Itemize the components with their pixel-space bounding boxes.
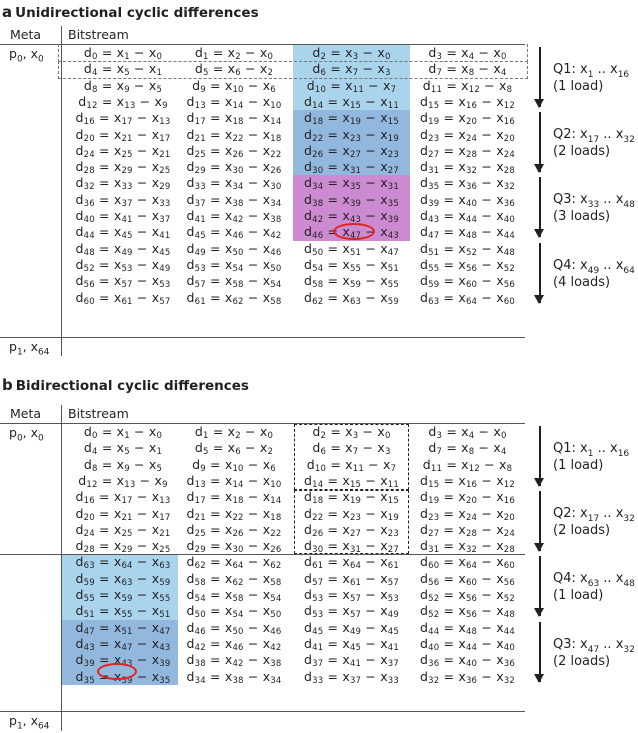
difference-cell: $d_{13} = x_{14} - x_{10}$ [186,472,282,490]
difference-cell: $d_1 = x_2 - x_0$ [194,45,274,62]
difference-cell: $d_{16} = x_{17} - x_{13}$ [75,110,171,128]
difference-cell: $d_{53} = x_{57} - x_{49}$ [303,603,400,621]
difference-cell: $d_{61} = x_{62} - x_{58}$ [186,289,282,307]
table-row [0,143,525,159]
difference-cell: $d_{30} = x_{31} - x_{27}$ [303,538,400,556]
difference-cell: $d_{24} = x_{25} - x_{21}$ [75,521,171,539]
difference-cell: $d_{52} = x_{53} - x_{49}$ [75,256,171,274]
meta-end: $p_1$, $x_{64}$ [9,713,50,732]
difference-cell: $d_{38} = x_{39} - x_{35}$ [303,191,400,209]
difference-cell: $d_{30} = x_{31} - x_{27}$ [303,159,400,177]
difference-cell: $d_{38} = x_{42} - x_{38}$ [186,652,282,670]
difference-cell: $d_{12} = x_{13} - x_9$ [78,472,168,490]
difference-cell: $d_{59} = x_{63} - x_{59}$ [75,570,171,588]
difference-cell: $d_{53} = x_{57} - x_{53}$ [303,587,400,604]
difference-cell: $d_5 = x_6 - x_2$ [194,61,274,79]
difference-cell: $d_{21} = x_{22} - x_{18}$ [186,505,282,523]
table-row [0,273,525,289]
difference-cell: $d_{60} = x_{64} - x_{60}$ [419,554,516,572]
difference-cell: $d_{44} = x_{48} - x_{44}$ [419,619,516,637]
difference-cell: $d_{33} = x_{37} - x_{33}$ [303,668,400,686]
difference-cell: $d_{18} = x_{19} - x_{15}$ [303,110,400,128]
panel-letter: b [2,376,13,394]
difference-cell: $d_{25} = x_{26} - x_{22}$ [186,521,282,539]
difference-cell: $d_{46} = x_{47} - x_{43}$ [303,224,400,242]
difference-cell: $d_{51} = x_{52} - x_{48}$ [419,240,516,258]
q2-col3-dashed-box [294,490,409,554]
difference-cell: $d_{62} = x_{63} - x_{59}$ [303,289,400,307]
difference-cell: $d_{55} = x_{56} - x_{52}$ [419,256,516,274]
down-arrow-icon [539,491,541,551]
difference-cell: $d_{63} = x_{64} - x_{60}$ [419,289,516,307]
difference-cell: $d_8 = x_9 - x_5$ [83,77,163,95]
difference-cell: $d_{59} = x_{60} - x_{56}$ [419,273,516,291]
difference-cell: $d_{36} = x_{40} - x_{36}$ [419,652,516,670]
difference-cell: $d_7 = x_8 - x_4$ [428,61,507,79]
table-row [0,473,525,489]
difference-cell: $d_{45} = x_{46} - x_{42}$ [186,224,282,242]
difference-cell: $d_{63} = x_{64} - x_{63}$ [75,554,171,572]
bitstream-header: Bitstream [68,406,129,421]
table-row [0,457,525,473]
difference-cell: $d_{22} = x_{23} - x_{19}$ [303,505,400,523]
quarter-label: Q2: $x_{17}$ .. $x_{32}$ (2 loads) [553,506,635,539]
difference-cell: $d_{20} = x_{21} - x_{17}$ [75,505,171,523]
difference-cell: $d_{25} = x_{26} - x_{22}$ [186,142,282,160]
difference-cell: $d_{44} = x_{45} - x_{41}$ [75,224,171,242]
difference-cell: $d_{54} = x_{58} - x_{54}$ [186,587,282,604]
row0-dashed-box [58,44,528,62]
panel-letter: a [2,3,13,21]
quarter-label: Q3: $x_{47}$ .. $x_{32}$ (2 loads) [553,636,635,669]
table-row [0,94,525,110]
difference-cell: $d_{35} = x_{36} - x_{32}$ [419,175,516,193]
difference-cell: $d_3 = x_4 - x_0$ [428,45,507,62]
difference-cell: $d_3 = x_4 - x_0$ [428,424,507,441]
x43-circle-highlight [97,663,137,680]
difference-cell: $d_{43} = x_{44} - x_{40}$ [419,208,516,225]
difference-cell: $d_{43} = x_{47} - x_{43}$ [75,635,171,653]
panel-title-text: Unidirectional cyclic differences [15,5,259,21]
difference-cell: $d_{23} = x_{24} - x_{20}$ [419,505,516,523]
difference-cell: $d_4 = x_5 - x_1$ [83,61,163,79]
difference-cell: $d_{14} = x_{15} - x_{11}$ [303,93,400,111]
difference-cell: $d_{23} = x_{24} - x_{20}$ [419,126,516,144]
difference-cell: $d_{31} = x_{32} - x_{28}$ [419,538,516,556]
table-row [0,587,525,603]
difference-cell: $d_{21} = x_{22} - x_{18}$ [186,126,282,144]
difference-cell: $d_{27} = x_{28} - x_{24}$ [419,521,516,539]
difference-cell: $d_7 = x_8 - x_4$ [428,440,507,458]
down-arrow-icon [539,556,541,616]
difference-cell: $d_{40} = x_{44} - x_{40}$ [419,635,516,653]
difference-cell: $d_{27} = x_{28} - x_{24}$ [419,142,516,160]
difference-cell: $d_{32} = x_{36} - x_{32}$ [419,668,516,686]
table-row [0,127,525,143]
x43-circle-highlight [333,223,375,240]
difference-cell: $d_{54} = x_{55} - x_{51}$ [303,256,400,274]
difference-cell: $d_{36} = x_{37} - x_{33}$ [75,191,171,209]
meta-start: $p_0$, $x_0$ [9,46,44,65]
difference-cell: $d_{28} = x_{29} - x_{25}$ [75,538,171,556]
difference-cell: $d_{26} = x_{27} - x_{23}$ [303,142,400,160]
bottom-divider [0,711,525,712]
difference-cell: $d_{15} = x_{16} - x_{12}$ [419,472,516,490]
difference-cell: $d_{53} = x_{54} - x_{50}$ [186,256,282,274]
table-row [0,110,525,126]
difference-cell: $d_8 = x_9 - x_5$ [83,456,163,474]
down-arrow-icon [539,426,541,486]
difference-cell: $d_{50} = x_{51} - x_{47}$ [303,240,400,258]
difference-cell: $d_{11} = x_{12} - x_8$ [422,456,513,474]
table-row [0,257,525,273]
table-row [0,175,525,191]
difference-cell: $d_{15} = x_{16} - x_{12}$ [419,93,516,111]
table-row [0,224,525,240]
difference-cell: $d_9 = x_{10} - x_6$ [192,456,276,474]
difference-cell: $d_{45} = x_{49} - x_{45}$ [303,619,400,637]
difference-cell: $d_{40} = x_{41} - x_{37}$ [75,208,171,225]
difference-cell: $d_{61} = x_{64} - x_{61}$ [303,554,400,572]
difference-cell: $d_{49} = x_{50} - x_{46}$ [186,240,282,258]
difference-cell: $d_{42} = x_{43} - x_{39}$ [303,208,400,225]
difference-cell: $d_{29} = x_{30} - x_{26}$ [186,159,282,177]
difference-cell: $d_{10} = x_{11} - x_7$ [306,456,397,474]
table-row [0,554,525,570]
table-row [0,290,525,306]
quarter-label: Q1: $x_1$ .. $x_{16}$ (1 load) [553,441,630,473]
difference-cell: $d_2 = x_3 - x_0$ [312,424,391,441]
difference-cell: $d_{57} = x_{58} - x_{54}$ [186,273,282,291]
difference-cell: $d_{28} = x_{29} - x_{25}$ [75,159,171,177]
difference-cell: $d_{34} = x_{38} - x_{34}$ [186,668,282,686]
difference-cell: $d_{47} = x_{48} - x_{44}$ [419,224,516,242]
difference-cell: $d_{50} = x_{54} - x_{50}$ [186,603,282,621]
difference-cell: $d_{37} = x_{38} - x_{34}$ [186,191,282,209]
difference-cell: $d_{32} = x_{33} - x_{29}$ [75,175,171,193]
table-row [0,538,525,554]
difference-cell: $d_{47} = x_{51} - x_{47}$ [75,619,171,637]
difference-cell: $d_{35} = x_{39} - x_{35}$ [75,668,171,686]
difference-cell: $d_{58} = x_{62} - x_{58}$ [186,570,282,588]
difference-cell: $d_{37} = x_{41} - x_{37}$ [303,652,400,670]
table-row [0,489,525,505]
difference-cell: $d_6 = x_7 - x_3$ [312,61,391,79]
difference-cell: $d_{31} = x_{32} - x_{28}$ [419,159,516,177]
difference-cell: $d_{12} = x_{13} - x_9$ [78,93,168,111]
table-row [0,159,525,175]
difference-cell: $d_{62} = x_{64} - x_{62}$ [186,554,282,572]
difference-cell: $d_{20} = x_{21} - x_{17}$ [75,126,171,144]
difference-cell: $d_1 = x_2 - x_0$ [194,424,274,441]
difference-cell: $d_{42} = x_{46} - x_{42}$ [186,635,282,653]
difference-cell: $d_{29} = x_{30} - x_{26}$ [186,538,282,556]
difference-cell: $d_{18} = x_{19} - x_{15}$ [303,489,400,507]
table-row [0,424,525,440]
panel-title-text: Bidirectional cyclic differences [15,378,249,394]
meta-header: Meta [10,27,42,42]
table-row [0,208,525,224]
difference-cell: $d_{60} = x_{61} - x_{57}$ [75,289,171,307]
quarter-label: Q4: $x_{49}$ .. $x_{64}$ (4 loads) [553,257,635,290]
difference-cell: $d_0 = x_1 - x_0$ [83,424,163,441]
table-row [0,571,525,587]
difference-cell: $d_{58} = x_{59} - x_{55}$ [303,273,400,291]
difference-cell: $d_{46} = x_{50} - x_{46}$ [186,619,282,637]
difference-cell: $d_{56} = x_{57} - x_{53}$ [75,273,171,291]
difference-cell: $d_{22} = x_{23} - x_{19}$ [303,126,400,144]
difference-cell: $d_{39} = x_{40} - x_{36}$ [419,191,516,209]
meta-start: $p_0$, $x_0$ [9,425,44,444]
difference-cell: $d_{39} = x_{43} - x_{39}$ [75,652,171,670]
table-row [0,522,525,538]
difference-cell: $d_4 = x_5 - x_1$ [83,440,163,458]
difference-cell: $d_{33} = x_{34} - x_{30}$ [186,175,282,193]
table-row [0,669,525,685]
difference-cell: $d_{17} = x_{18} - x_{14}$ [186,110,282,128]
difference-cell: $d_{52} = x_{56} - x_{52}$ [419,587,516,604]
table-row [0,192,525,208]
difference-cell: $d_{17} = x_{18} - x_{14}$ [186,489,282,507]
table-row [0,636,525,652]
bitstream-header: Bitstream [68,27,129,42]
meta-end: $p_1$, $x_{64}$ [9,339,50,358]
table-row [0,652,525,668]
bottom-divider [0,337,525,338]
down-arrow-icon [539,47,541,107]
difference-cell: $d_{19} = x_{20} - x_{16}$ [419,489,516,507]
difference-cell: $d_5 = x_6 - x_2$ [194,440,274,458]
difference-cell: $d_{11} = x_{12} - x_8$ [422,77,513,95]
table-row [0,440,525,456]
difference-cell: $d_{19} = x_{20} - x_{16}$ [419,110,516,128]
table-row [0,620,525,636]
difference-cell: $d_6 = x_7 - x_3$ [312,440,391,458]
down-arrow-icon [539,112,541,172]
difference-cell: $d_{41} = x_{45} - x_{41}$ [303,635,400,653]
quarter-label: Q4: $x_{63}$ .. $x_{48}$ (1 load) [553,571,635,604]
table-row [0,506,525,522]
table-row [0,241,525,257]
panel-a-title [2,3,259,21]
down-arrow-icon [539,243,541,303]
panel-b-title [2,376,249,394]
difference-cell: $d_{26} = x_{27} - x_{23}$ [303,521,400,539]
difference-cell: $d_9 = x_{10} - x_6$ [192,77,276,95]
difference-cell: $d_{52} = x_{56} - x_{48}$ [419,603,516,621]
difference-cell: $d_{55} = x_{59} - x_{55}$ [75,587,171,604]
difference-cell: $d_{16} = x_{17} - x_{13}$ [75,489,171,507]
table-row [0,603,525,619]
quarter-label: Q1: $x_1$ .. $x_{16}$ (1 load) [553,62,630,94]
quarter-label: Q3: $x_{33}$ .. $x_{48}$ (3 loads) [553,192,635,225]
difference-cell: $d_{41} = x_{42} - x_{38}$ [186,208,282,225]
row1-dashed-box [58,61,528,79]
panel-a [0,0,638,360]
q1-col3-dashed-box [294,424,409,490]
difference-cell: $d_{14} = x_{15} - x_{11}$ [303,472,400,490]
difference-cell: $d_{48} = x_{49} - x_{45}$ [75,240,171,258]
difference-cell: $d_{13} = x_{14} - x_{10}$ [186,93,282,111]
panel-b [0,373,638,733]
difference-cell: $d_{57} = x_{61} - x_{57}$ [303,570,400,588]
difference-cell: $d_{34} = x_{35} - x_{31}$ [303,175,400,193]
difference-cell: $d_{56} = x_{60} - x_{56}$ [419,570,516,588]
difference-cell: $d_0 = x_1 - x_0$ [83,45,163,62]
difference-cell: $d_{51} = x_{55} - x_{51}$ [75,603,171,621]
difference-cell: $d_{24} = x_{25} - x_{21}$ [75,142,171,160]
difference-cell: $d_{10} = x_{11} - x_7$ [306,77,397,95]
meta-header: Meta [10,406,42,421]
table-row [0,78,525,94]
down-arrow-icon [539,622,541,682]
quarter-label: Q2: $x_{17}$ .. $x_{32}$ (2 loads) [553,127,635,160]
down-arrow-icon [539,177,541,237]
difference-cell: $d_2 = x_3 - x_0$ [312,45,391,62]
